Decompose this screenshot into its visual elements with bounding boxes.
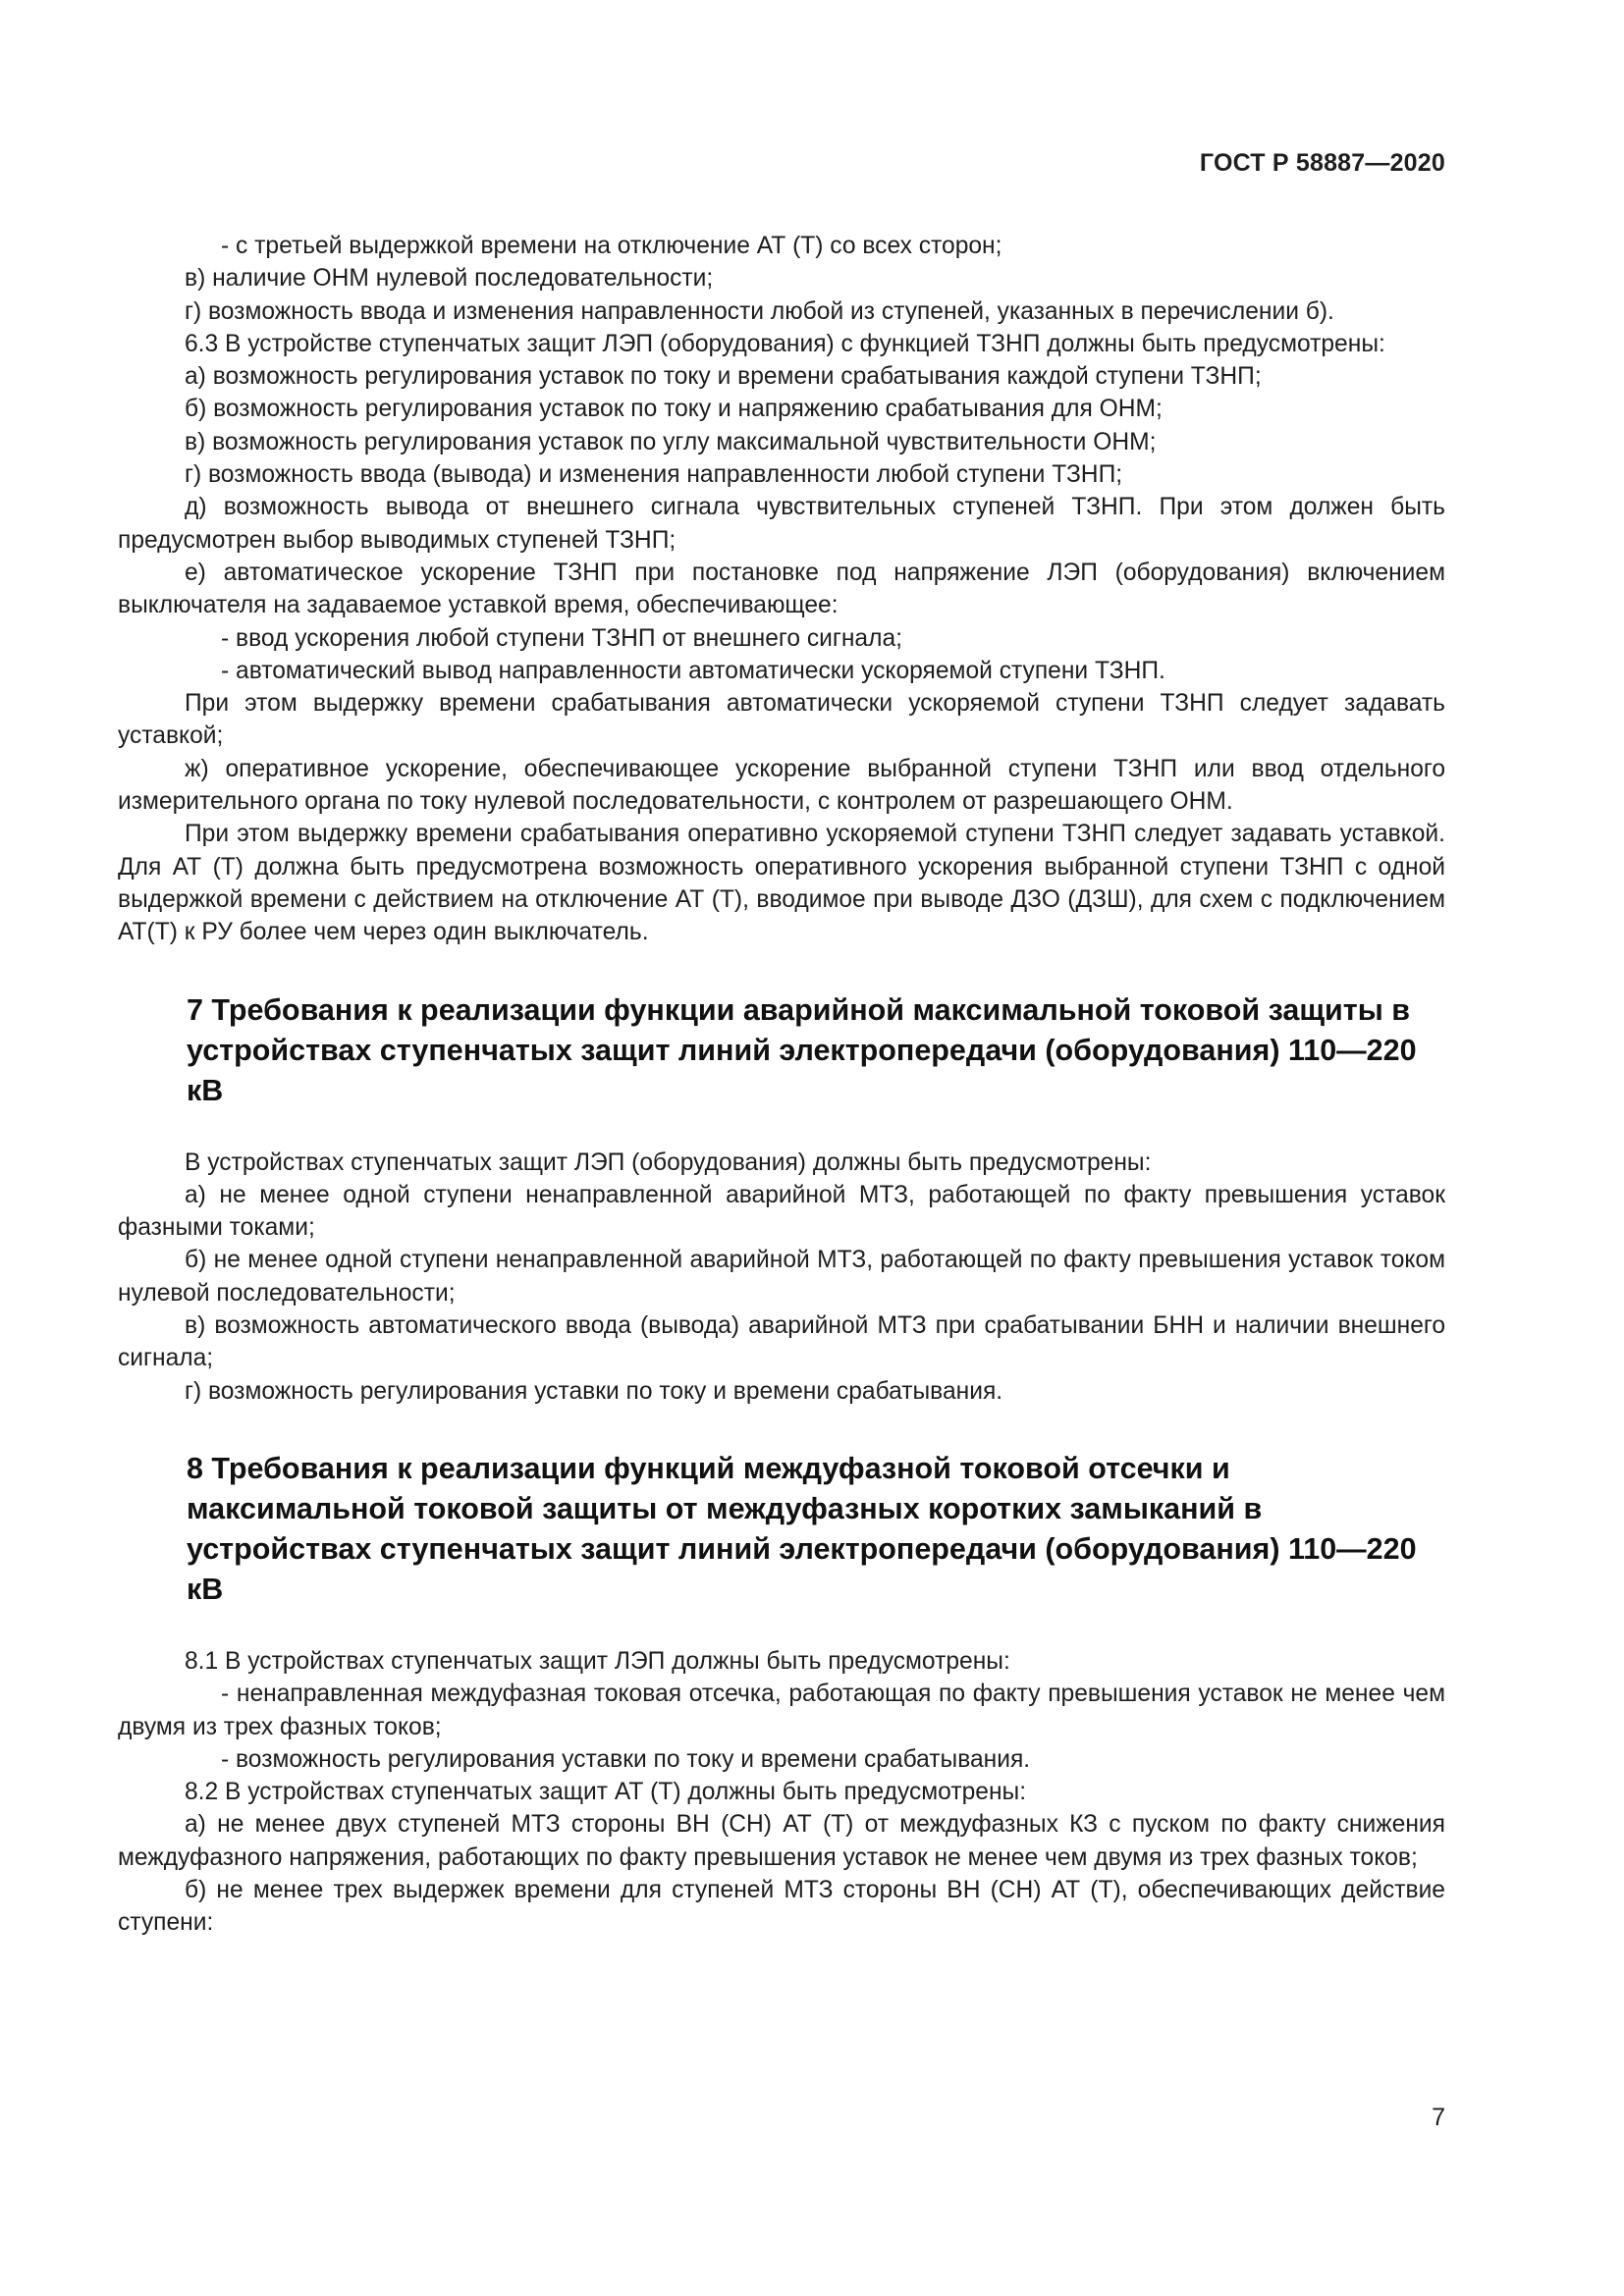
list-item: - с третьей выдержкой времени на отключение АТ (Т) со всех сторон; bbox=[221, 233, 1002, 259]
paragraph: е) автоматическое ускорение ТЗНП при постановке под напряжение ЛЭП (оборудования) включением выключателя на задаваемое уставкой время, обеспечивающее: bbox=[118, 559, 1445, 619]
paragraph: а) не менее двух ступеней МТЗ стороны ВН (СН) АТ (Т) от междуфазных КЗ с пуском по факту снижения междуфазного напряжения, работающих по факту превышения уставок не менее чем двумя из трех фазных токов; bbox=[118, 1811, 1445, 1871]
document-code: ГОСТ Р 58887—2020 bbox=[1199, 149, 1445, 177]
paragraph: В устройствах ступенчатых защит ЛЭП (оборудования) должны быть предусмотрены: bbox=[185, 1148, 1152, 1176]
paragraph: 6.3 В устройстве ступенчатых защит ЛЭП (оборудования) с функцией ТЗНП должны быть предусмотрены: bbox=[185, 330, 1385, 357]
paragraph: а) не менее одной ступени ненаправленной аварийной МТЗ, работающей по факту превышения уставок фазными токами; bbox=[118, 1181, 1445, 1242]
paragraph: При этом выдержку времени срабатывания оперативно ускоряемой ступени ТЗНП следует задавать уставкой. Для АТ (Т) должна быть предусмотрена возможность оперативного ускорения выбранной ступени ТЗНП с одной выдержкой времени с действием на отключение АТ (Т), вводимое при выводе ДЗО (ДЗШ), для схем с подключением АТ(Т) к РУ более чем через один выключатель. bbox=[118, 821, 1445, 946]
document-body bbox=[118, 230, 1445, 1940]
paragraph: 8.2 В устройствах ступенчатых защит АТ (Т) должны быть предусмотрены: bbox=[185, 1779, 1027, 1806]
paragraph: в) наличие ОНМ нулевой последовательности; bbox=[185, 265, 714, 293]
paragraph: а) возможность регулирования уставок по току и времени срабатывания каждой ступени ТЗНП; bbox=[185, 363, 1262, 391]
paragraph: д) возможность вывода от внешнего сигнала чувствительных ступеней ТЗНП. При этом должен быть предусмотрен выбор выводимых ступеней ТЗНП; bbox=[118, 494, 1445, 554]
paragraph: г) возможность регулирования уставки по току и времени срабатывания. bbox=[185, 1377, 1003, 1405]
paragraph: б) не менее одной ступени ненаправленной аварийной МТЗ, работающей по факту превышения уставок током нулевой последовательности; bbox=[118, 1247, 1445, 1307]
paragraph: ж) оперативное ускорение, обеспечивающее ускорение выбранной ступени ТЗНП или ввод отдельного измерительного органа по току нулевой последовательности, с контролем от разрешающего ОНМ. bbox=[118, 755, 1445, 816]
paragraph: в) возможность автоматического ввода (вывода) аварийной МТЗ при срабатывании БНН и наличии внешнего сигнала; bbox=[118, 1312, 1445, 1372]
page-number: 7 bbox=[1432, 2104, 1445, 2131]
section-heading: 7 Требования к реализации функции аварийной максимальной токовой защиты в устройствах ступенчатых защит линий электропередачи (оборудования) 110—220 кВ bbox=[187, 992, 1417, 1107]
list-item: - ввод ускорения любой ступени ТЗНП от внешнего сигнала; bbox=[221, 624, 902, 652]
list-item: - возможность регулирования уставки по току и времени срабатывания. bbox=[221, 1745, 1031, 1773]
paragraph: При этом выдержку времени срабатывания автоматически ускоряемой ступени ТЗНП следует задавать уставкой; bbox=[118, 690, 1445, 750]
list-item: - автоматический вывод направленности автоматически ускоряемой ступени ТЗНП. bbox=[221, 657, 1165, 684]
section-heading: 8 Требования к реализации функций междуфазной токовой отсечки и максимальной токовой защиты от междуфазных коротких замыканий в устройствах ступенчатых защит линий электропередачи (оборудования) 110—220 кВ bbox=[187, 1451, 1417, 1606]
paragraph: в) возможность регулирования уставок по углу максимальной чувствительности ОНМ; bbox=[185, 428, 1157, 455]
paragraph: г) возможность ввода и изменения направленности любой из ступеней, указанных в перечислении б). bbox=[185, 297, 1334, 325]
paragraph: б) не менее трех выдержек времени для ступеней МТЗ стороны ВН (СН) АТ (Т), обеспечивающих действие ступени: bbox=[118, 1876, 1445, 1937]
paragraph: 8.1 В устройствах ступенчатых защит ЛЭП должны быть предусмотрены: bbox=[185, 1647, 1010, 1675]
list-item: - ненаправленная междуфазная токовая отсечка, работающая по факту превышения уставок не менее чем двумя из трех фазных токов; bbox=[118, 1681, 1445, 1740]
paragraph: б) возможность регулирования уставок по току и напряжению срабатывания для ОНМ; bbox=[185, 396, 1163, 423]
paragraph: г) возможность ввода (вывода) и изменения направленности любой ступени ТЗНП; bbox=[185, 461, 1123, 489]
